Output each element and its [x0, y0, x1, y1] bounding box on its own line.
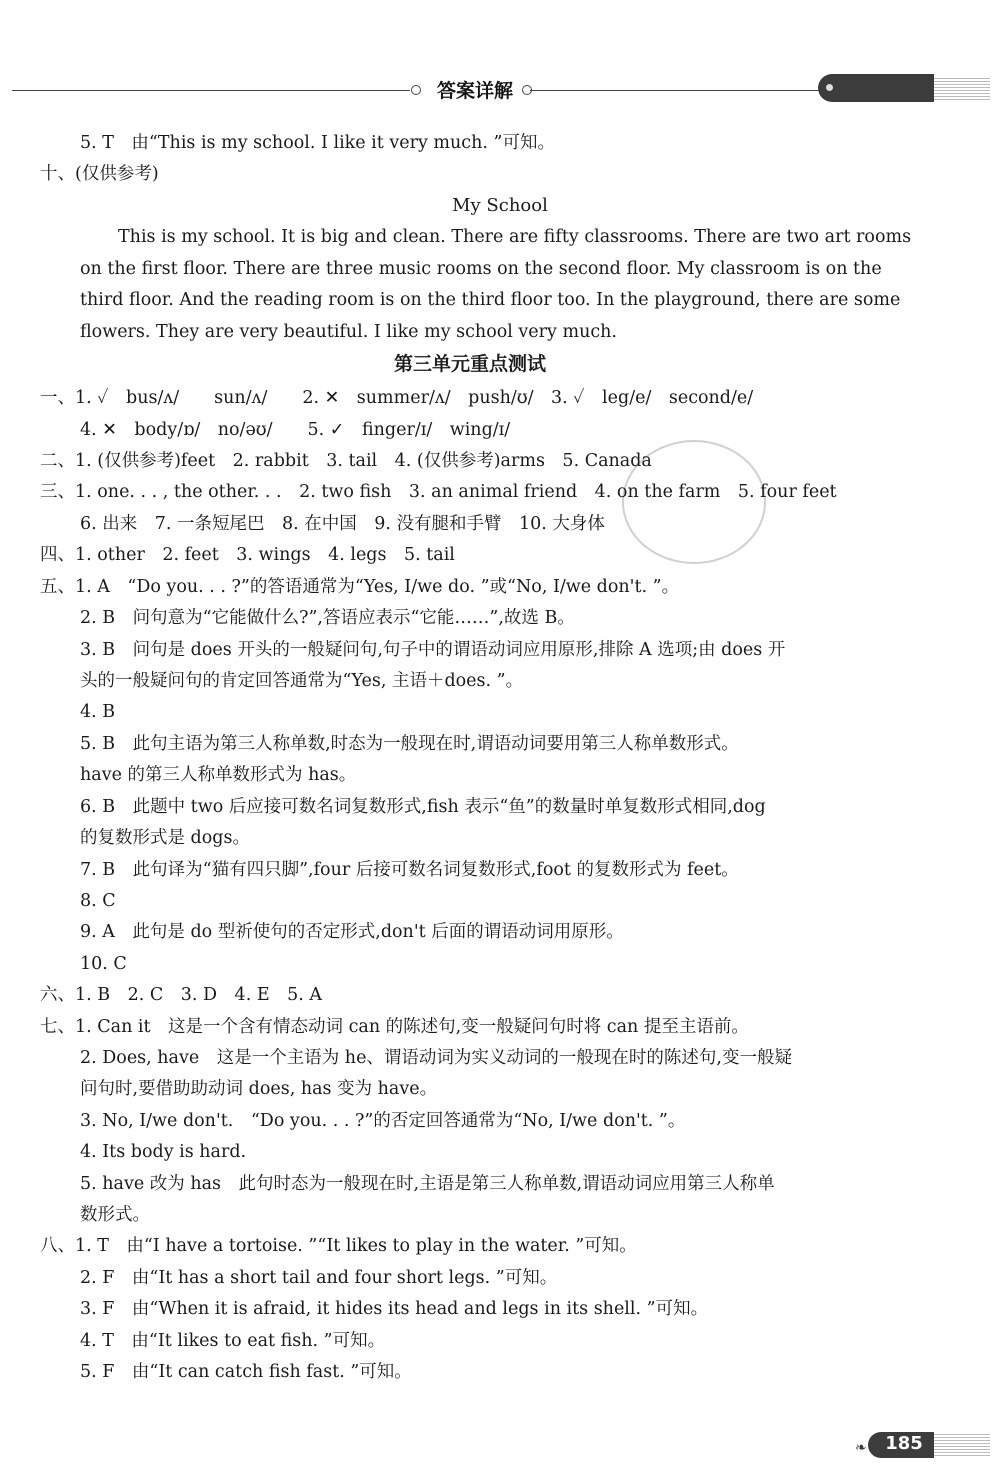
essay-line: third floor. And the reading room is on the third floor too. In the playground, there are some — [80, 290, 901, 310]
answer-line: 5. B 此句主语为第三人称单数,时态为一般现在时,谓语动词要用第三人称单数形式。 — [80, 734, 739, 754]
essay-line: This is my school. It is big and clean. There are fifty classrooms. There are two art rooms — [118, 227, 912, 247]
answer-line: 的复数形式是 dogs。 — [80, 828, 250, 848]
answer-line: 7. B 此句译为“猫有四只脚”,four 后接可数名词复数形式,foot 的复数形式为 feet。 — [80, 860, 739, 880]
answer-line: 4. Its body is hard. — [80, 1142, 247, 1162]
answer-line: 8. C — [80, 891, 116, 911]
header-rule-right — [530, 90, 822, 91]
answer-line: 三、1. one. . . , the other. . . 2. two fish 3. an animal friend 4. on the farm 5. four feet — [40, 482, 837, 502]
essay-line: flowers. They are very beautiful. I like my school very much. — [80, 322, 617, 342]
answer-line: 6. B 此题中 two 后应接可数名词复数形式,fish 表示“鱼”的数量时单复数形式相同,dog — [80, 797, 766, 817]
answer-line: 七、1. Can it 这是一个含有情态动词 can 的陈述句,变一般疑问句时将 can 提至主语前。 — [40, 1017, 749, 1037]
footer-stripes — [934, 1434, 990, 1456]
answer-line: 5. have 改为 has 此句时态为一般现在时,主语是第三人称单数,谓语动词应用第三人称单 — [80, 1174, 775, 1194]
header-tab — [818, 74, 934, 102]
answer-line: 3. B 问句是 does 开头的一般疑问句,句子中的谓语动词应用原形,排除 A 选项;由 does 开 — [80, 640, 786, 660]
answer-line: 5. T 由“This is my school. I like it very much. ”可知。 — [80, 133, 555, 153]
answer-line: 四、1. other 2. feet 3. wings 4. legs 5. tail — [40, 545, 455, 565]
leaf-icon: ❧ — [855, 1440, 867, 1456]
answer-line: 4. B — [80, 702, 116, 722]
page-number: 185 — [885, 1433, 923, 1454]
answer-line: 二、1. (仅供参考)feet 2. rabbit 3. tail 4. (仅供参考)arms 5. Canada — [40, 451, 652, 471]
unit-title: 第三单元重点测试 — [393, 353, 546, 375]
answer-line: 2. F 由“It has a short tail and four short legs. ”可知。 — [80, 1268, 558, 1288]
answer-line: 2. B 问句意为“它能做什么?”,答语应表示“它能……”,故选 B。 — [80, 608, 575, 628]
answer-line: 八、1. T 由“I have a tortoise. ”“It likes to play in the water. ”可知。 — [40, 1236, 637, 1256]
answer-line: 五、1. A “Do you. . . ?”的答语通常为“Yes, I/we do. ”或“No, I/we don't. ”。 — [40, 577, 680, 597]
answer-line: 4. T 由“It likes to eat fish. ”可知。 — [80, 1331, 386, 1351]
essay-line: on the first floor. There are three music rooms on the second floor. My classroom is on the — [80, 259, 882, 279]
answer-line: have 的第三人称单数形式为 has。 — [80, 765, 357, 785]
answer-line: 头的一般疑问句的肯定回答通常为“Yes, 主语＋does. ”。 — [80, 671, 524, 691]
answer-line: 2. Does, have 这是一个主语为 he、谓语动词为实义动词的一般现在时的陈述句,变一般疑 — [80, 1048, 792, 1068]
header-title: 答案详解 — [436, 80, 513, 102]
answer-line: 4. ✕ body/ɒ/ no/əʊ/ 5. ✓ finger/ɪ/ wing/ɪ/ — [80, 420, 511, 440]
answer-line: 5. F 由“It can catch fish fast. ”可知。 — [80, 1362, 412, 1382]
answer-line: 9. A 此句是 do 型祈使句的否定形式,don't 后面的谓语动词用原形。 — [80, 922, 624, 942]
answer-line: 一、1. ✓ bus/ʌ/ sun/ʌ/ 2. ✕ summer/ʌ/ push/ʊ/ 3. ✓ leg/e/ second/e/ — [40, 388, 754, 408]
header-stripes — [934, 76, 990, 100]
section-heading: 十、(仅供参考) — [40, 164, 159, 184]
answer-line: 10. C — [80, 954, 127, 974]
answer-line: 问句时,要借助助动词 does, has 变为 have。 — [80, 1079, 438, 1099]
essay-title: My School — [452, 195, 548, 216]
answer-line: 3. F 由“When it is afraid, it hides its head and legs in its shell. ”可知。 — [80, 1299, 709, 1319]
answer-line: 6. 出来 7. 一条短尾巴 8. 在中国 9. 没有腿和手臂 10. 大身体 — [80, 514, 605, 534]
answer-line: 3. No, I/we don't. “Do you. . . ?”的否定回答通常为“No, I/we don't. ”。 — [80, 1111, 686, 1131]
header-rule-left — [12, 90, 410, 91]
header-tab-dot — [826, 84, 833, 91]
answer-line: 数形式。 — [80, 1205, 150, 1225]
answer-line: 六、1. B 2. C 3. D 4. E 5. A — [40, 985, 322, 1005]
